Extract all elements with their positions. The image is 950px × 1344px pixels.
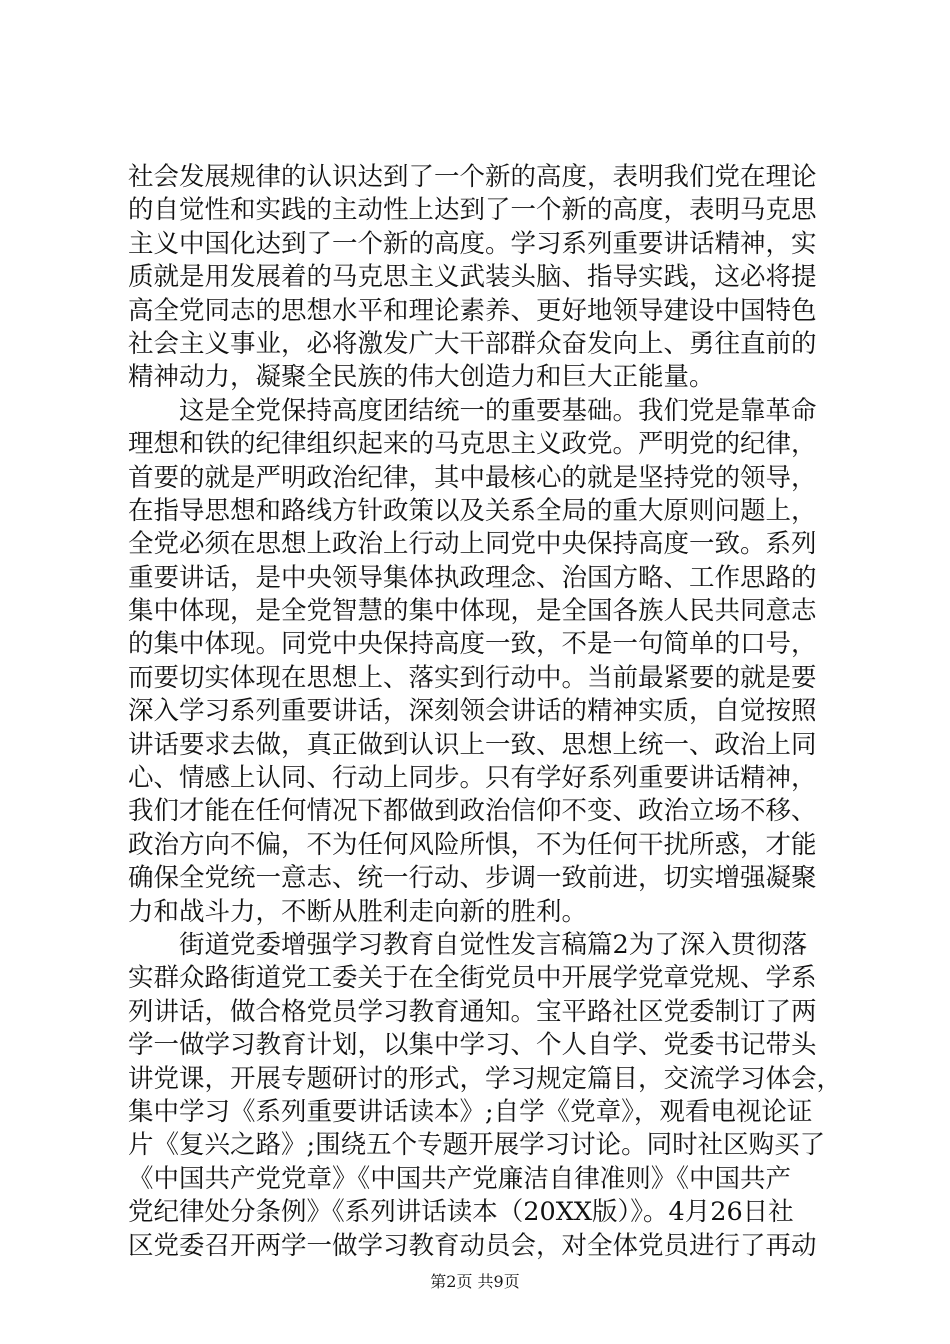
text-line: 讲话要求去做，真正做到认识上一致、思想上统一、政治上同 bbox=[128, 729, 817, 760]
text-line: 力和战斗力，不断从胜利走向新的胜利。 bbox=[128, 896, 588, 927]
text-line: 的集中体现。同党中央保持高度一致，不是一句简单的口号， bbox=[128, 629, 817, 660]
text-line: 街道党委增强学习教育自觉性发言稿篇2为了深入贯彻落 bbox=[128, 929, 808, 960]
text-line: 心、情感上认同、行动上同步。只有学好系列重要讲话精神， bbox=[128, 763, 817, 794]
document-body bbox=[128, 161, 843, 1263]
text-line: 全党必须在思想上政治上行动上同党中央保持高度一致。系列 bbox=[128, 529, 817, 560]
text-line: 我们才能在任何情况下都做到政治信仰不变、政治立场不移、 bbox=[128, 796, 817, 827]
text-line: 精神动力，凝聚全民族的伟大创造力和巨大正能量。 bbox=[128, 362, 715, 393]
page-footer bbox=[0, 1272, 950, 1292]
text-line: 区党委召开两学一做学习教育动员会，对全体党员进行了再动 bbox=[128, 1230, 817, 1261]
text-line: 《中国共产党党章》《中国共产党廉洁自律准则》《中国共产 bbox=[128, 1163, 792, 1194]
text-line: 社会发展规律的认识达到了一个新的高度，表明我们党在理论 bbox=[128, 162, 817, 192]
text-line: 讲党课，开展专题研讨的形式，学习规定篇目，交流学习体会， bbox=[128, 1063, 843, 1094]
text-line: 深入学习系列重要讲话，深刻领会讲话的精神实质，自觉按照 bbox=[128, 696, 817, 727]
text-line: 这是全党保持高度团结统一的重要基础。我们党是靠革命 bbox=[128, 395, 817, 426]
text-line: 在指导思想和路线方针政策以及关系全局的重大原则问题上， bbox=[128, 495, 817, 526]
text-line: 集中体现，是全党智慧的集中体现，是全国各族人民共同意志 bbox=[128, 596, 817, 627]
text-line: 主义中国化达到了一个新的高度。学习系列重要讲话精神，实 bbox=[128, 228, 817, 259]
text-line: 高全党同志的思想水平和理论素养、更好地领导建设中国特色 bbox=[128, 295, 817, 326]
text-line: 的自觉性和实践的主动性上达到了一个新的高度，表明马克思 bbox=[128, 195, 817, 226]
text-line: 实群众路街道党工委关于在全街党员中开展学党章党规、学系 bbox=[128, 963, 817, 994]
text-line: 理想和铁的纪律组织起来的马克思主义政党。严明党的纪律， bbox=[128, 429, 817, 460]
text-line: 学一做学习教育计划，以集中学习、个人自学、党委书记带头 bbox=[128, 1030, 817, 1061]
text-line: 质就是用发展着的马克思主义武装头脑、指导实践，这必将提 bbox=[128, 262, 817, 293]
text-line: 首要的就是严明政治纪律，其中最核心的就是坚持党的领导， bbox=[128, 462, 817, 493]
text-line: 集中学习《系列重要讲话读本》;自学《党章》，观看电视论证 bbox=[128, 1096, 813, 1127]
text-line: 片《复兴之路》;围绕五个专题开展学习讨论。同时社区购买了 bbox=[128, 1130, 826, 1161]
text-line: 列讲话，做合格党员学习教育通知。宝平路社区党委制订了两 bbox=[128, 996, 817, 1027]
text-line: 重要讲话，是中央领导集体执政理念、治国方略、工作思路的 bbox=[128, 562, 817, 593]
text-line: 党纪律处分条例》《系列讲话读本（20XX版）》。4月26日社 bbox=[128, 1197, 794, 1228]
text-line: 社会主义事业，必将激发广大干部群众奋发向上、勇往直前的 bbox=[128, 328, 817, 359]
page-number: 第2页 共9页 bbox=[430, 1272, 520, 1291]
text-line: 政治方向不偏，不为任何风险所惧，不为任何干扰所惑，才能 bbox=[128, 829, 817, 860]
text-line: 而要切实体现在思想上、落实到行动中。当前最紧要的就是要 bbox=[128, 662, 817, 693]
text-line: 确保全党统一意志、统一行动、步调一致前进，切实增强凝聚 bbox=[128, 863, 817, 894]
